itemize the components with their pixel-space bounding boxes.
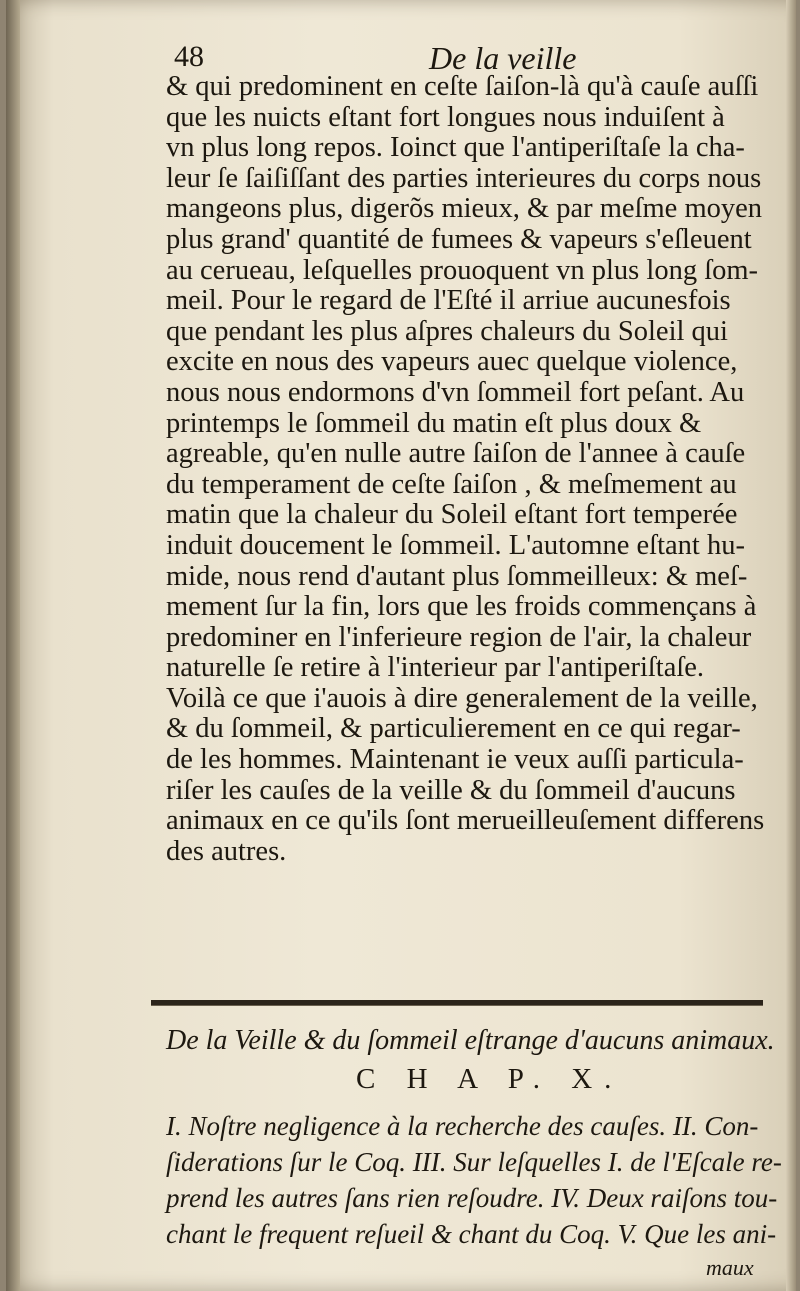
- chapter-number: C H A P. X.: [356, 1063, 624, 1095]
- summary-line: chant le frequent reſueil & chant du Coq. V. Que les ani-: [166, 1219, 777, 1249]
- summary-line: prend les autres ſans rien reſoudre. IV. Deux raiſons tou-: [166, 1183, 778, 1213]
- text-line: du temperament de ceſte ſaiſon , & meſmement au: [166, 468, 737, 500]
- text-line: riſer les cauſes de la veille & du ſommeil d'aucuns: [166, 774, 736, 806]
- summary-line: I. Noſtre negligence à la recherche des cauſes. II. Con-: [166, 1111, 759, 1141]
- summary-line: ſiderations ſur le Coq. III. Sur leſquelles I. de l'Eſcale re-: [166, 1147, 782, 1177]
- text-line: vn plus long repos. Ioinct que l'antiperiſtaſe la cha-: [166, 132, 745, 164]
- text-line: que les nuicts eſtant fort longues nous induiſent à: [166, 101, 725, 133]
- text-line: excite en nous des vapeurs auec quelque violence,: [166, 346, 738, 378]
- text-line: & qui predominent en ceſte ſaiſon-là qu'à cauſe auſſi: [166, 71, 759, 102]
- text-line: agreable, qu'en nulle autre ſaiſon de l'annee à cauſe: [166, 438, 746, 470]
- text-line: & du ſommeil, & particulierement en ce qui regar-: [166, 713, 741, 745]
- text-line: mide, nous rend d'autant plus ſommeilleux: & meſ-: [166, 560, 748, 592]
- text-line: leur ſe ſaiſiſſant des parties interieures du corps nous: [166, 162, 762, 194]
- page-number: 48: [174, 40, 204, 73]
- text-line: predominer en l'inferieure region de l'air, la chaleur: [166, 621, 752, 653]
- book-page: [6, 0, 796, 1291]
- body-paragraph: [166, 72, 776, 867]
- text-line: que pendant les plus aſpres chaleurs du Soleil qui: [166, 315, 728, 347]
- page-binding-shadow: [6, 0, 20, 1291]
- text-line: meil. Pour le regard de l'Eſté il arriue aucunesfois: [166, 285, 731, 317]
- running-head: De la veille: [429, 40, 577, 76]
- chapter-summary: [166, 1108, 782, 1252]
- chapter-title: De la Veille & du ſommeil eſtrange d'aucuns animaux.: [166, 1025, 775, 1056]
- text-line: matin que la chaleur du Soleil eſtant fort temperée: [166, 499, 738, 531]
- page-edge-shadow: [786, 0, 796, 1291]
- catchword: maux: [706, 1255, 754, 1280]
- text-line: printemps le ſommeil du matin eſt plus doux &: [166, 407, 702, 439]
- text-line: mangeons plus, digerõs mieux, & par meſme moyen: [166, 193, 763, 225]
- text-line: mement ſur la fin, lors que les froids commençans à: [166, 591, 757, 623]
- text-line: des autres.: [166, 835, 287, 867]
- text-line: naturelle ſe retire à l'interieur par l'antiperiſtaſe.: [166, 652, 705, 684]
- text-line: nous nous endormons d'vn ſommeil fort peſant. Au: [166, 376, 745, 408]
- text-line: animaux en ce qu'ils ſont merueilleuſement differens: [166, 805, 765, 837]
- text-line: au cerueau, leſquelles prouoquent vn plus long ſom-: [166, 254, 759, 286]
- text-line: Voilà ce que i'auois à dire generalement de la veille,: [166, 682, 758, 714]
- text-line: de les hommes. Maintenant ie veux auſſi particula-: [166, 744, 744, 776]
- chapter-divider-rule: [151, 1000, 763, 1006]
- text-line: induit doucement le ſommeil. L'automne eſtant hu-: [166, 529, 745, 561]
- text-line: plus grand' quantité de fumees & vapeurs s'eſleuent: [166, 223, 752, 255]
